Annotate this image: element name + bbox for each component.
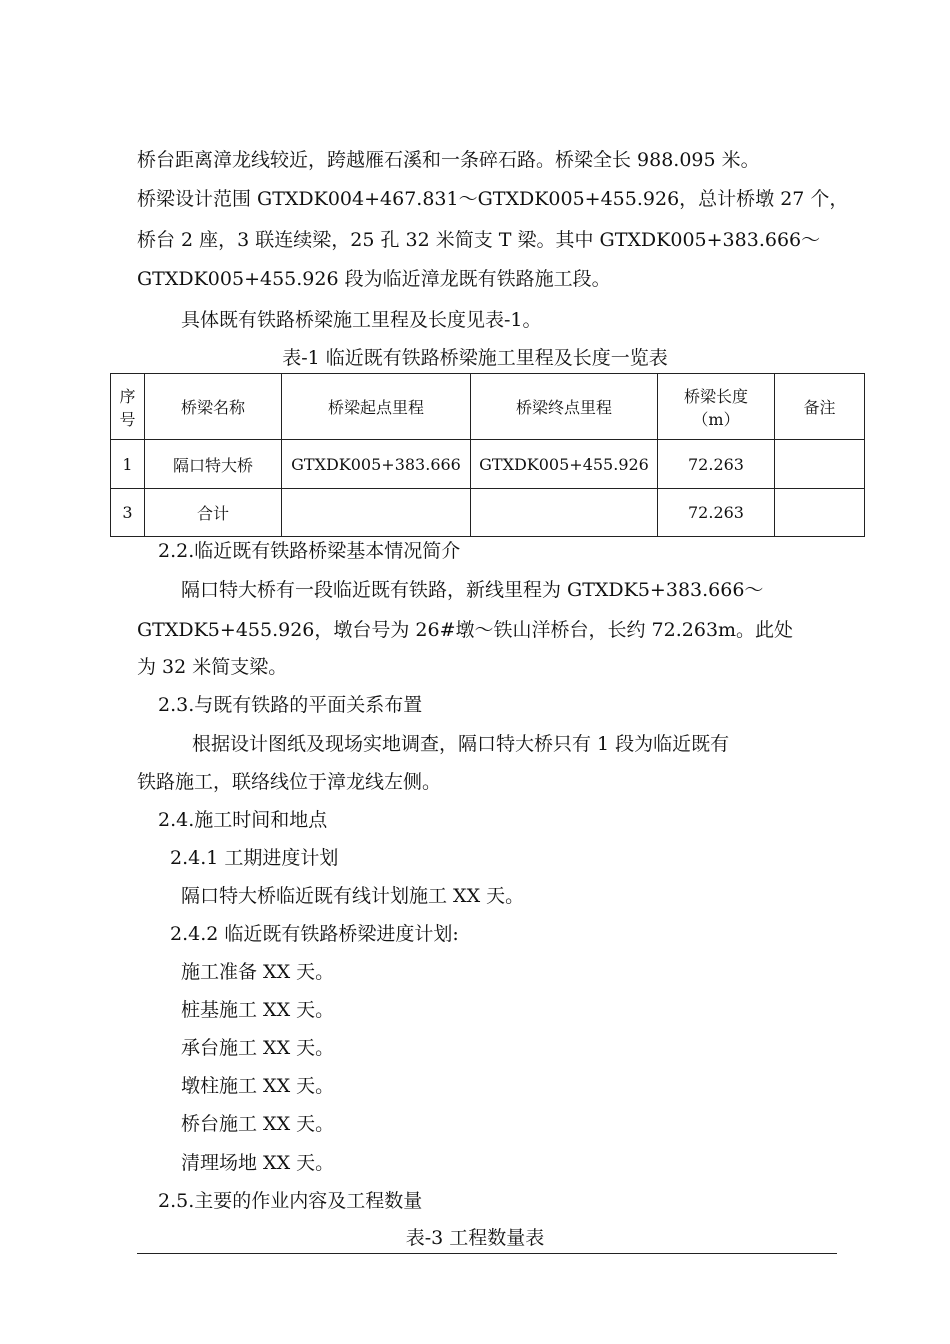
schedule-item: 墩柱施工 XX 天。 xyxy=(181,1075,335,1097)
section-2-4-1-text: 隔口特大桥临近既有线计划施工 XX 天。 xyxy=(181,885,525,907)
table3-top-rule xyxy=(137,1253,837,1254)
table-header-row xyxy=(111,374,865,440)
section-2-4-2-heading: 2.4.2 临近既有铁路桥梁进度计划: xyxy=(170,923,459,945)
section-2-2-line: 隔口特大桥有一段临近既有铁路，新线里程为 GTXDK5+383.666～ xyxy=(181,579,764,601)
cell-end: GTXDK005+455.926 xyxy=(471,440,658,489)
section-2-3-line: 铁路施工，联络线位于漳龙线左侧。 xyxy=(137,771,442,793)
schedule-item: 桩基施工 XX 天。 xyxy=(181,999,335,1021)
intro-line: 桥梁设计范围 GTXDK004+467.831～GTXDK005+455.926，总计桥墩 27 个， xyxy=(137,188,849,210)
cell-seq: 3 xyxy=(111,489,145,537)
schedule-item: 桥台施工 XX 天。 xyxy=(181,1113,335,1135)
schedule-item: 承台施工 XX 天。 xyxy=(181,1037,335,1059)
section-2-4-1-heading: 2.4.1 工期进度计划 xyxy=(170,847,339,869)
table1-caption: 表-1 临近既有铁路桥梁施工里程及长度一览表 xyxy=(282,347,668,369)
table3-caption: 表-3 工程数量表 xyxy=(405,1227,545,1249)
cell-length: 72.263 xyxy=(658,489,775,537)
table-row xyxy=(111,489,865,537)
table-reference-text: 具体既有铁路桥梁施工里程及长度见表-1。 xyxy=(181,309,542,331)
section-2-3-heading: 2.3.与既有铁路的平面关系布置 xyxy=(158,694,423,716)
cell-start: GTXDK005+383.666 xyxy=(282,440,471,489)
intro-line: GTXDK005+455.926 段为临近漳龙既有铁路施工段。 xyxy=(137,268,611,290)
header-name: 桥梁名称 xyxy=(145,374,282,440)
section-2-3-line: 根据设计图纸及现场实地调查，隔口特大桥只有 1 段为临近既有 xyxy=(192,733,730,755)
section-2-2-line: 为 32 米简支梁。 xyxy=(137,656,288,678)
table1 xyxy=(110,373,865,537)
cell-name: 合计 xyxy=(145,489,282,537)
header-note: 备注 xyxy=(775,374,865,440)
cell-start xyxy=(282,489,471,537)
cell-seq: 1 xyxy=(111,440,145,489)
table-row xyxy=(111,440,865,489)
header-length: 桥梁长度 （m） xyxy=(658,374,775,440)
cell-name: 隔口特大桥 xyxy=(145,440,282,489)
schedule-item: 施工准备 XX 天。 xyxy=(181,961,335,983)
section-2-2-line: GTXDK5+455.926，墩台号为 26#墩～铁山洋桥台，长约 72.263m。此处 xyxy=(137,619,794,641)
cell-note xyxy=(775,440,865,489)
section-2-5-heading: 2.5.主要的作业内容及工程数量 xyxy=(158,1190,423,1212)
cell-length: 72.263 xyxy=(658,440,775,489)
header-seq: 序 号 xyxy=(111,374,145,440)
intro-line: 桥台距离漳龙线较近，跨越雁石溪和一条碎石路。桥梁全长 988.095 米。 xyxy=(137,149,760,171)
section-2-2-heading: 2.2.临近既有铁路桥梁基本情况简介 xyxy=(158,540,461,562)
intro-line: 桥台 2 座，3 联连续梁，25 孔 32 米简支 T 梁。其中 GTXDK005+383.666～ xyxy=(137,229,821,251)
section-2-4-heading: 2.4.施工时间和地点 xyxy=(158,809,328,831)
cell-note xyxy=(775,489,865,537)
cell-end xyxy=(471,489,658,537)
schedule-item: 清理场地 XX 天。 xyxy=(181,1152,335,1174)
header-start: 桥梁起点里程 xyxy=(282,374,471,440)
header-end: 桥梁终点里程 xyxy=(471,374,658,440)
